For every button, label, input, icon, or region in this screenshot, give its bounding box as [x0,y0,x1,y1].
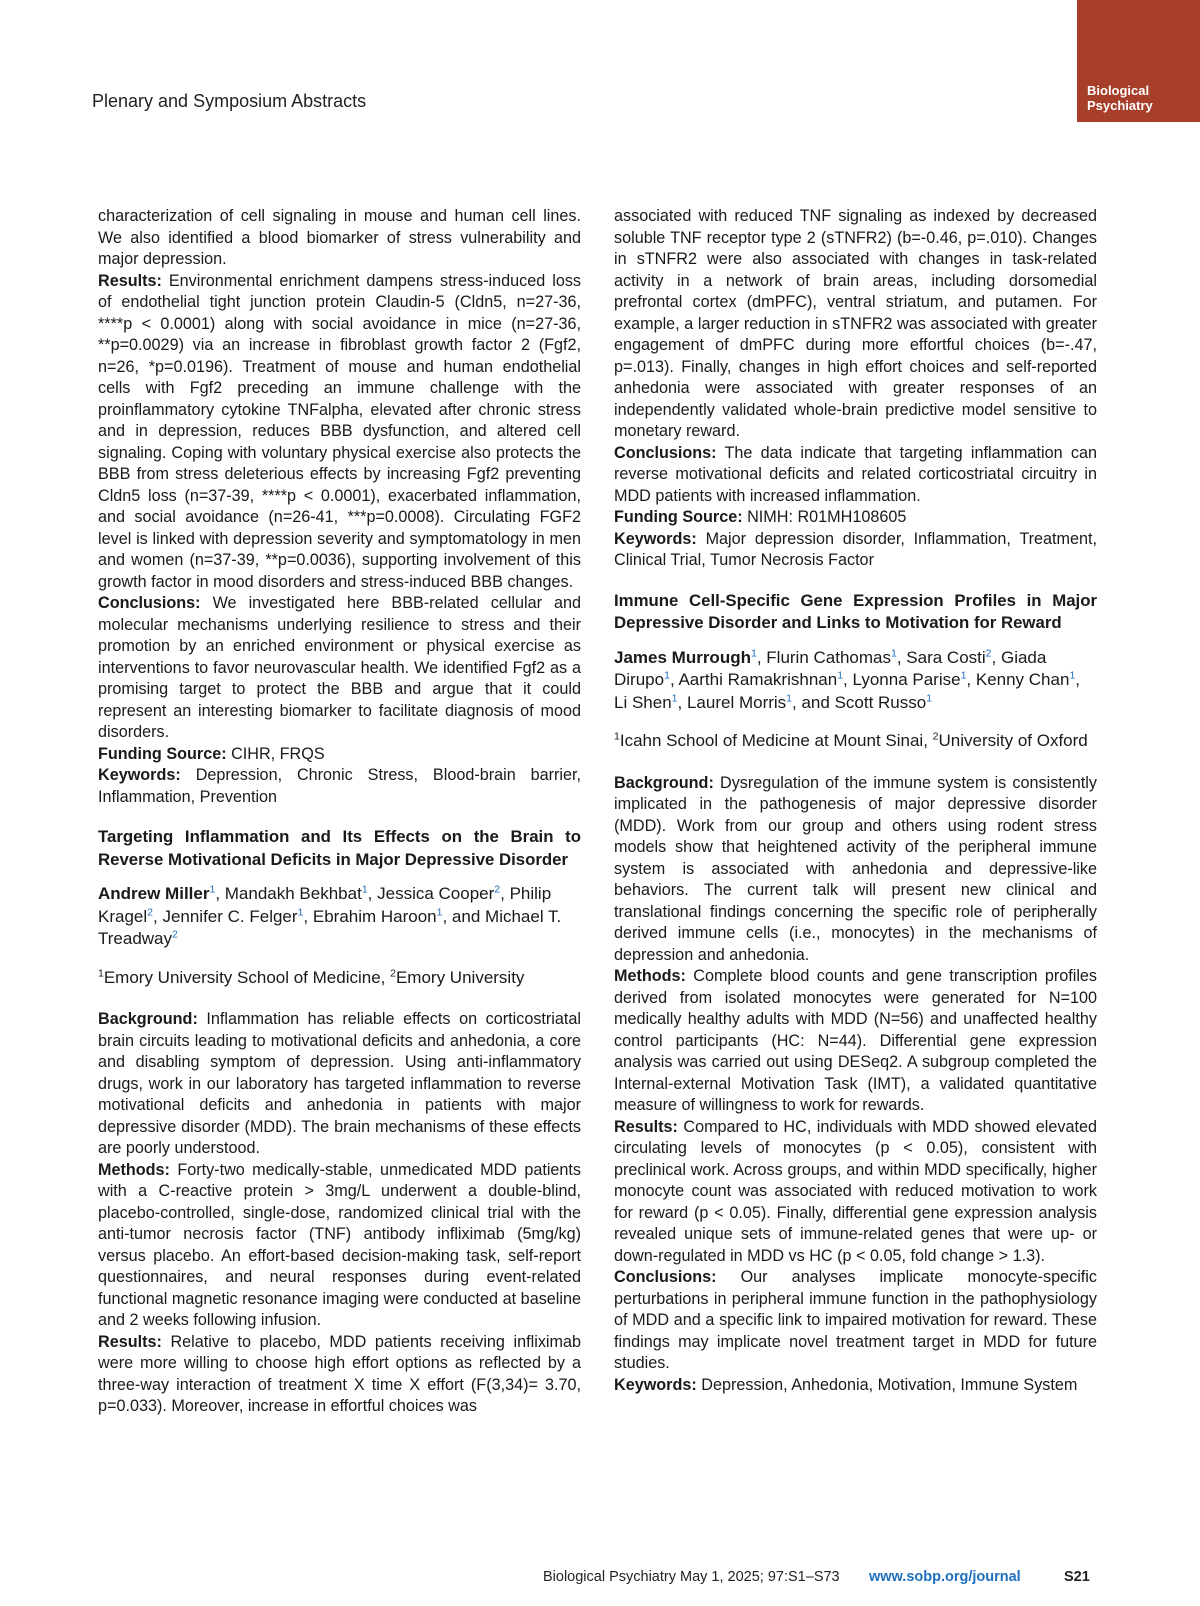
author-affiliation-marker[interactable]: 2 [147,905,153,918]
affiliation-name: Emory University [395,967,525,987]
author-affiliation-marker[interactable]: 1 [750,646,757,659]
author-name: Sara Costi [906,647,986,667]
author-name: Kenny Chan [975,670,1070,689]
author-affiliation-marker[interactable]: 1 [1069,669,1076,682]
citation-text: Biological Psychiatry May 1, 2025; 97:S1–S73 [543,1569,840,1585]
section-text: Relative to placebo, MDD patients receiving infliximab were more willing to choose high effort options as reflected by a three-way interaction of treatment X time X effort (F(3,34)= 3.70, p=0.033). Moreover, increase in effortful choices was [98,1332,581,1415]
author-separator: , [152,906,163,926]
affiliation-marker: 2 [932,730,939,743]
section-label: Keywords: [614,529,697,548]
keywords-paragraph [614,529,1097,572]
author-separator: , [367,884,378,903]
section-label: Funding Source: [98,744,227,763]
continuation-text: characterization of cell signaling in mouse and human cell lines. We also identified a blood biomarker of stress vulnerability and major depression. [98,207,581,268]
affiliation-list [98,967,581,990]
section-label: Conclusions: [614,1268,717,1286]
conclusions-paragraph [614,443,1097,508]
author-name: Scott Russo [834,692,927,712]
author-separator: , [756,647,767,667]
conclusions-paragraph [614,1267,1097,1375]
author-separator: , [966,670,976,689]
author-separator: , [1075,670,1081,689]
section-label: Keywords: [614,1375,697,1394]
right-column [614,206,1097,1396]
author-affiliation-marker[interactable]: 1 [960,669,967,682]
author-separator: , and [792,692,835,712]
section-text: Environmental enrichment dampens stress-induced loss of endothelial tight junction protein Claudin-5 (Cldn5, n=27-36, ****p < 0.0001) along with social avoidance in mice (n=27-36, **p=0.0029) via an increase in fibroblast growth factor 2 (Fgf2, n=26, *p=0.0196). Treatment of mouse and human endothelial cells with Fgf2 preceding an immune challenge with the proinflammatory cytokine TNFalpha, elevated after chronic stress and in depression, reduces BBB dysfunction, and altered cell signaling. Coping with voluntary physical exercise also protects the BBB from stress deleterious effects by increasing Fgf2 preventing Cldn5 loss (n=37-39, ****p < 0.0001), exacerbated inflammation, and social avoidance (n=26-41, ***p=0.0008). Circulating FGF2 level is linked with depression severity and symptomatology in men and women (n=37-39, **p=0.0036), supporting involvement of this growth factor in mood disorders and stress-induced BBB changes. [98,271,582,591]
section-text: Depression, Anhedonia, Motivation, Immune System [701,1375,1078,1394]
journal-tab-line2: Psychiatry [1087,98,1153,113]
methods-paragraph [614,966,1097,1117]
author-affiliation-marker[interactable]: 1 [361,883,368,896]
section-text: Our analyses implicate monocyte-specific perturbations in peripheral immune function in the pathophysiology of MDD and a specific link to impaired motivation for reward. These findings may implicate novel treatment target in MDD for future studies. [614,1268,1097,1372]
section-text: Forty-two medically-stable, unmedicated MDD patients with a C-reactive protein > 3mg/L underwent a double-blind, placebo-controlled, single-dose, randomized clinical trial with the anti-tumor necrosis factor (TNF) antibody infliximab (5mg/kg) versus placebo. An effort-based decision-making task, self-report questionnaires, and neural responses during event-related functional magnetic resonance imaging were conducted at baseline and 2 weeks following infusion. [98,1160,582,1329]
results-paragraph [614,1117,1097,1268]
author-affiliation-marker[interactable]: 1 [436,905,443,918]
section-text: CIHR, FRQS [231,744,325,763]
journal-tab-line1: Biological [1087,83,1150,98]
section-label: Keywords: [98,766,181,784]
author-name: Jennifer C. Felger [162,906,298,926]
author-affiliation-marker[interactable]: 1 [664,669,670,682]
keywords-paragraph [98,765,581,808]
author-name: Jessica Cooper [377,884,495,903]
author-affiliation-marker[interactable]: 2 [985,646,992,659]
author-affiliation-marker[interactable]: 1 [786,691,793,704]
section-label: Methods: [614,967,686,985]
funding-paragraph [98,744,581,766]
left-column [98,206,581,1418]
section-text: Compared to HC, individuals with MDD showed elevated circulating levels of monocytes (p < 0.05), consistent with preclinical work. Across groups, and within MDD specifically, higher monocyte count was associated with reduced motivation to work for reward (p < 0.05). Finally, differential gene expression analysis revealed unique sets of immune-related genes that were up- or down-regulated in MDD vs HC (p < 0.05, fold change > 1.3). [614,1117,1098,1265]
author-name: Aarthi Ramakrishnan [678,670,838,689]
section-text: Depression, Chronic Stress, Blood-brain barrier, Inflammation, Prevention [98,766,582,806]
author-separator: , and [442,906,486,926]
author-separator: , [303,906,313,926]
author-separator: , [677,692,687,712]
author-affiliation-marker[interactable]: 1 [297,905,304,918]
funding-paragraph [614,507,1097,529]
affiliation-marker: 2 [390,966,396,979]
section-label: Background: [98,1010,198,1028]
author-separator: , [500,884,510,903]
section-label: Results: [98,1332,162,1351]
section-label: Results: [98,271,162,290]
author-name: Andrew Miller [98,884,210,903]
section-label: Conclusions: [614,443,717,462]
affiliation-marker: 1 [98,966,104,979]
author-list [614,647,1097,715]
running-head: Plenary and Symposium Abstracts [92,91,367,111]
affiliation-name: University of Oxford [938,731,1088,750]
section-label: Methods: [98,1160,170,1179]
section-label: Funding Source: [614,508,743,526]
section-text: We investigated here BBB-related cellular and molecular mechanisms underlying resilience to stress and their promotion by an enriched environment or physical exercise as interventions to favor neurovascular health. We identified Fgf2 as a promising target to protect the BBB and argue that it could represent an interesting biomarker to facilitate diagnosis of mood disorders. [98,594,581,741]
section-text: Complete blood counts and gene transcription profiles derived from isolated monocytes were generated for N=100 medically healthy adults with MDD (N=56) and unaffected healthy control participants (HC: N=44). Differential gene expression analysis was carried out using DESeq2. A subgroup completed the Internal-external Motivation Task (IMT), a validated quantitative measure of willingness to work for rewards. [614,967,1098,1114]
results-paragraph [98,271,581,594]
section-label: Background: [614,773,714,792]
continuation-text: associated with reduced TNF signaling as indexed by decreased soluble TNF receptor type 2 (sTNFR2) (b=-0.46, p=.010). Changes in sTNFR2 were also associated with changes in task-related activity in a network of brain areas, including dorsomedial prefrontal cortex (dmPFC), ventral striatum, and putamen. For example, a larger reduction in sTNFR2 was associated with greater engagement of dmPFC during more effortful choices (b=-.47, p=.013). Finally, changes in high effort choices and self-reported anhedonia were associated with greater responses of an independently validated whole-brain predictive model sensitive to monetary reward. [614,207,1097,440]
abstract-title: Immune Cell-Specific Gene Expression Profiles in Major Depressive Disorder and Links to Motivation for Reward [614,590,1097,632]
author-list [98,883,581,951]
journal-tab [1077,0,1200,122]
author-name: Lyonna Parise [852,670,961,689]
keywords-paragraph [614,1375,1097,1397]
section-text: NIMH: R01MH108605 [747,508,907,526]
author-separator: , [215,884,225,903]
author-name: Philip Kragel [98,884,552,926]
author-affiliation-marker[interactable]: 1 [671,691,678,704]
page-number: S21 [1064,1569,1090,1585]
background-paragraph [98,1009,581,1160]
author-affiliation-marker[interactable]: 2 [172,928,178,941]
author-affiliation-marker[interactable]: 1 [209,883,216,896]
author-name: James Murrough [614,647,751,667]
section-text: The data indicate that targeting inflammation can reverse motivational deficits and related corticostriatal circuitry in MDD patients with increased inflammation. [614,443,1097,505]
affiliation-marker: 1 [614,730,620,743]
methods-paragraph [98,1160,581,1332]
author-name: Flurin Cathomas [766,647,891,667]
affiliation-name: Icahn School of Medicine at Mount Sinai [619,731,924,750]
affiliation-separator: , [380,967,391,987]
author-separator: , [669,670,679,689]
author-affiliation-marker[interactable]: 1 [837,669,844,682]
affiliation-name: Emory University School of Medicine [103,967,381,987]
section-text: Dysregulation of the immune system is consistently implicated in the pathogenesis of major depressive disorder (MDD). Work from our group and others using rodent stress models show that heightened activity of the peripheral immune system is associated with anhedonia and depressive-like behaviors. The current talk will present new clinical and translational findings concerning the specific role of peripherally derived immune cells (i.e., monocytes) in the mechanisms of depression and anhedonia. [614,773,1097,964]
affiliation-separator: , [923,731,933,750]
author-name: Laurel Morris [686,692,787,712]
affiliation-list [614,730,1097,753]
journal-link[interactable]: www.sobp.org/journal [869,1569,1021,1585]
background-paragraph [614,773,1097,967]
author-name: Giada Dirupo [614,647,1047,689]
author-name: Ebrahim Haroon [312,906,437,926]
conclusions-paragraph [98,593,581,744]
results-paragraph [98,1332,581,1418]
author-affiliation-marker[interactable]: 1 [891,646,897,659]
author-separator: , [896,647,907,667]
author-affiliation-marker[interactable]: 1 [926,691,933,704]
section-text: Inflammation has reliable effects on corticostriatal brain circuits leading to motivational deficits and anhedonia, a core and disabling symptom of depression. Using anti-inflammatory drugs, work in our laboratory has targeted inflammation to reverse motivational deficits and anhedonia in patients with major depressive disorder (MDD). The brain mechanisms of these effects are poorly understood. [98,1010,581,1157]
author-name: Michael T. Treadway [98,906,562,948]
author-affiliation-marker[interactable]: 2 [494,883,501,896]
author-name: Mandakh Bekhbat [224,884,362,903]
section-text: Major depression disorder, Inflammation, Treatment, Clinical Trial, Tumor Necrosis Factor [614,529,1098,569]
section-label: Conclusions: [98,594,201,612]
author-separator: , [843,670,853,689]
abstract-title: Targeting Inflammation and Its Effects on the Brain to Reverse Motivational Deficits in Major Depressive Disorder [98,827,581,869]
section-label: Results: [614,1117,678,1136]
author-separator: , [991,647,1001,667]
author-name: Li Shen [614,692,672,712]
